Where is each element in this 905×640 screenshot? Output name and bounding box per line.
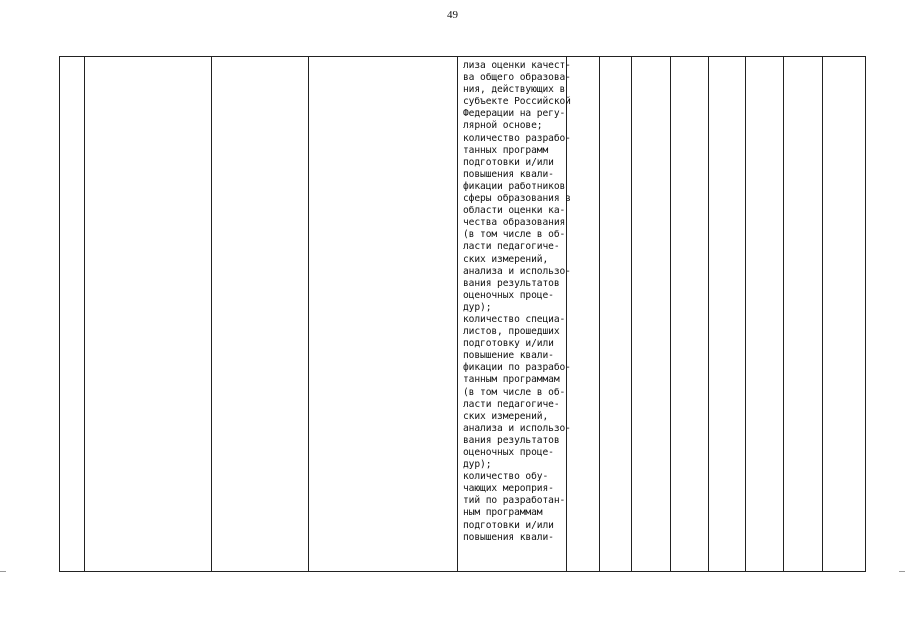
column-divider bbox=[84, 57, 85, 571]
column-divider bbox=[599, 57, 600, 571]
column-divider bbox=[631, 57, 632, 571]
column-divider bbox=[708, 57, 709, 571]
document-table bbox=[59, 56, 866, 572]
column-divider bbox=[457, 57, 458, 571]
page-edge-mark bbox=[0, 571, 6, 572]
column-divider bbox=[783, 57, 784, 571]
column-divider bbox=[670, 57, 671, 571]
column-divider bbox=[308, 57, 309, 571]
column-divider bbox=[211, 57, 212, 571]
indicator-cell-text: лиза оценки качест- ва общего образова- ния, действующих в субъекте Российской Федерации на регу- лярной основе; количество разрабо- танных программ подготовки и/или повышения квали- фикации работников сферы образования в области оценки ка- чества образования (в том числе в об- ласти педагогиче- ских измерений, анализа и использо- вания результатов оценочных проце- дур); количество специа- листов, прошедших подготовку и/или повышение квали- фикации по разрабо- танным программам (в том числе в об- ласти педагогиче- ских измерений, анализа и использо- вания результатов оценочных проце- дур); количество обу- чающих мероприя- тий по разработан- ным программам подготовки и/или повышения квали- bbox=[463, 60, 571, 543]
column-divider bbox=[822, 57, 823, 571]
page-number: 49 bbox=[447, 9, 458, 21]
page-edge-mark bbox=[899, 571, 905, 572]
column-divider bbox=[745, 57, 746, 571]
